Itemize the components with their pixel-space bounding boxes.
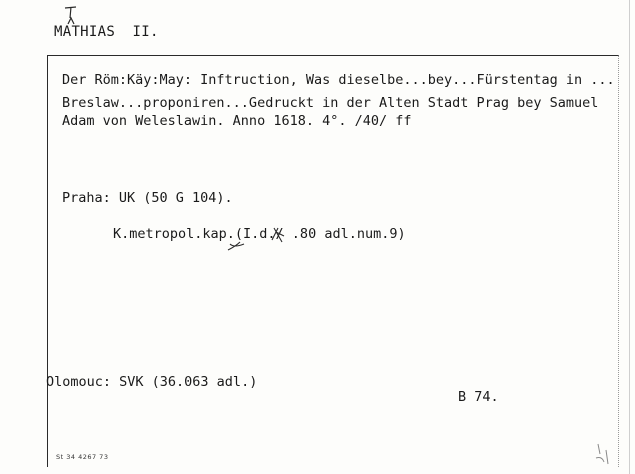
holding-praha: Praha: UK (50 G 104). bbox=[62, 190, 233, 206]
holding-kmetropol: K.metropol.kap.(I.d./ .80 adl.num.9) bbox=[113, 226, 406, 242]
printer-mark: St 34 4267 73 bbox=[56, 453, 109, 461]
description-line-2: Breslaw...proponiren...Gedruckt in der Alten Stadt Prag bey Samuel bbox=[62, 95, 599, 111]
shelf-signature: B 74. bbox=[458, 389, 499, 405]
margin-scribble-mark bbox=[590, 440, 620, 470]
handwritten-annotation-mark bbox=[226, 224, 296, 254]
holding-olomouc: Olomouc: SVK (36.063 adl.) bbox=[46, 374, 258, 390]
card-edge bbox=[629, 0, 630, 474]
description-line-3: Adam von Weleslawin. Anno 1618. 4°. /40/ ff bbox=[62, 113, 412, 129]
card-heading: MATHIAS II. bbox=[54, 24, 159, 40]
description-line-1: Der Röm:Käy:May: Inftruction, Was dieselbe...bey...Fürstentag in ... bbox=[62, 72, 615, 88]
